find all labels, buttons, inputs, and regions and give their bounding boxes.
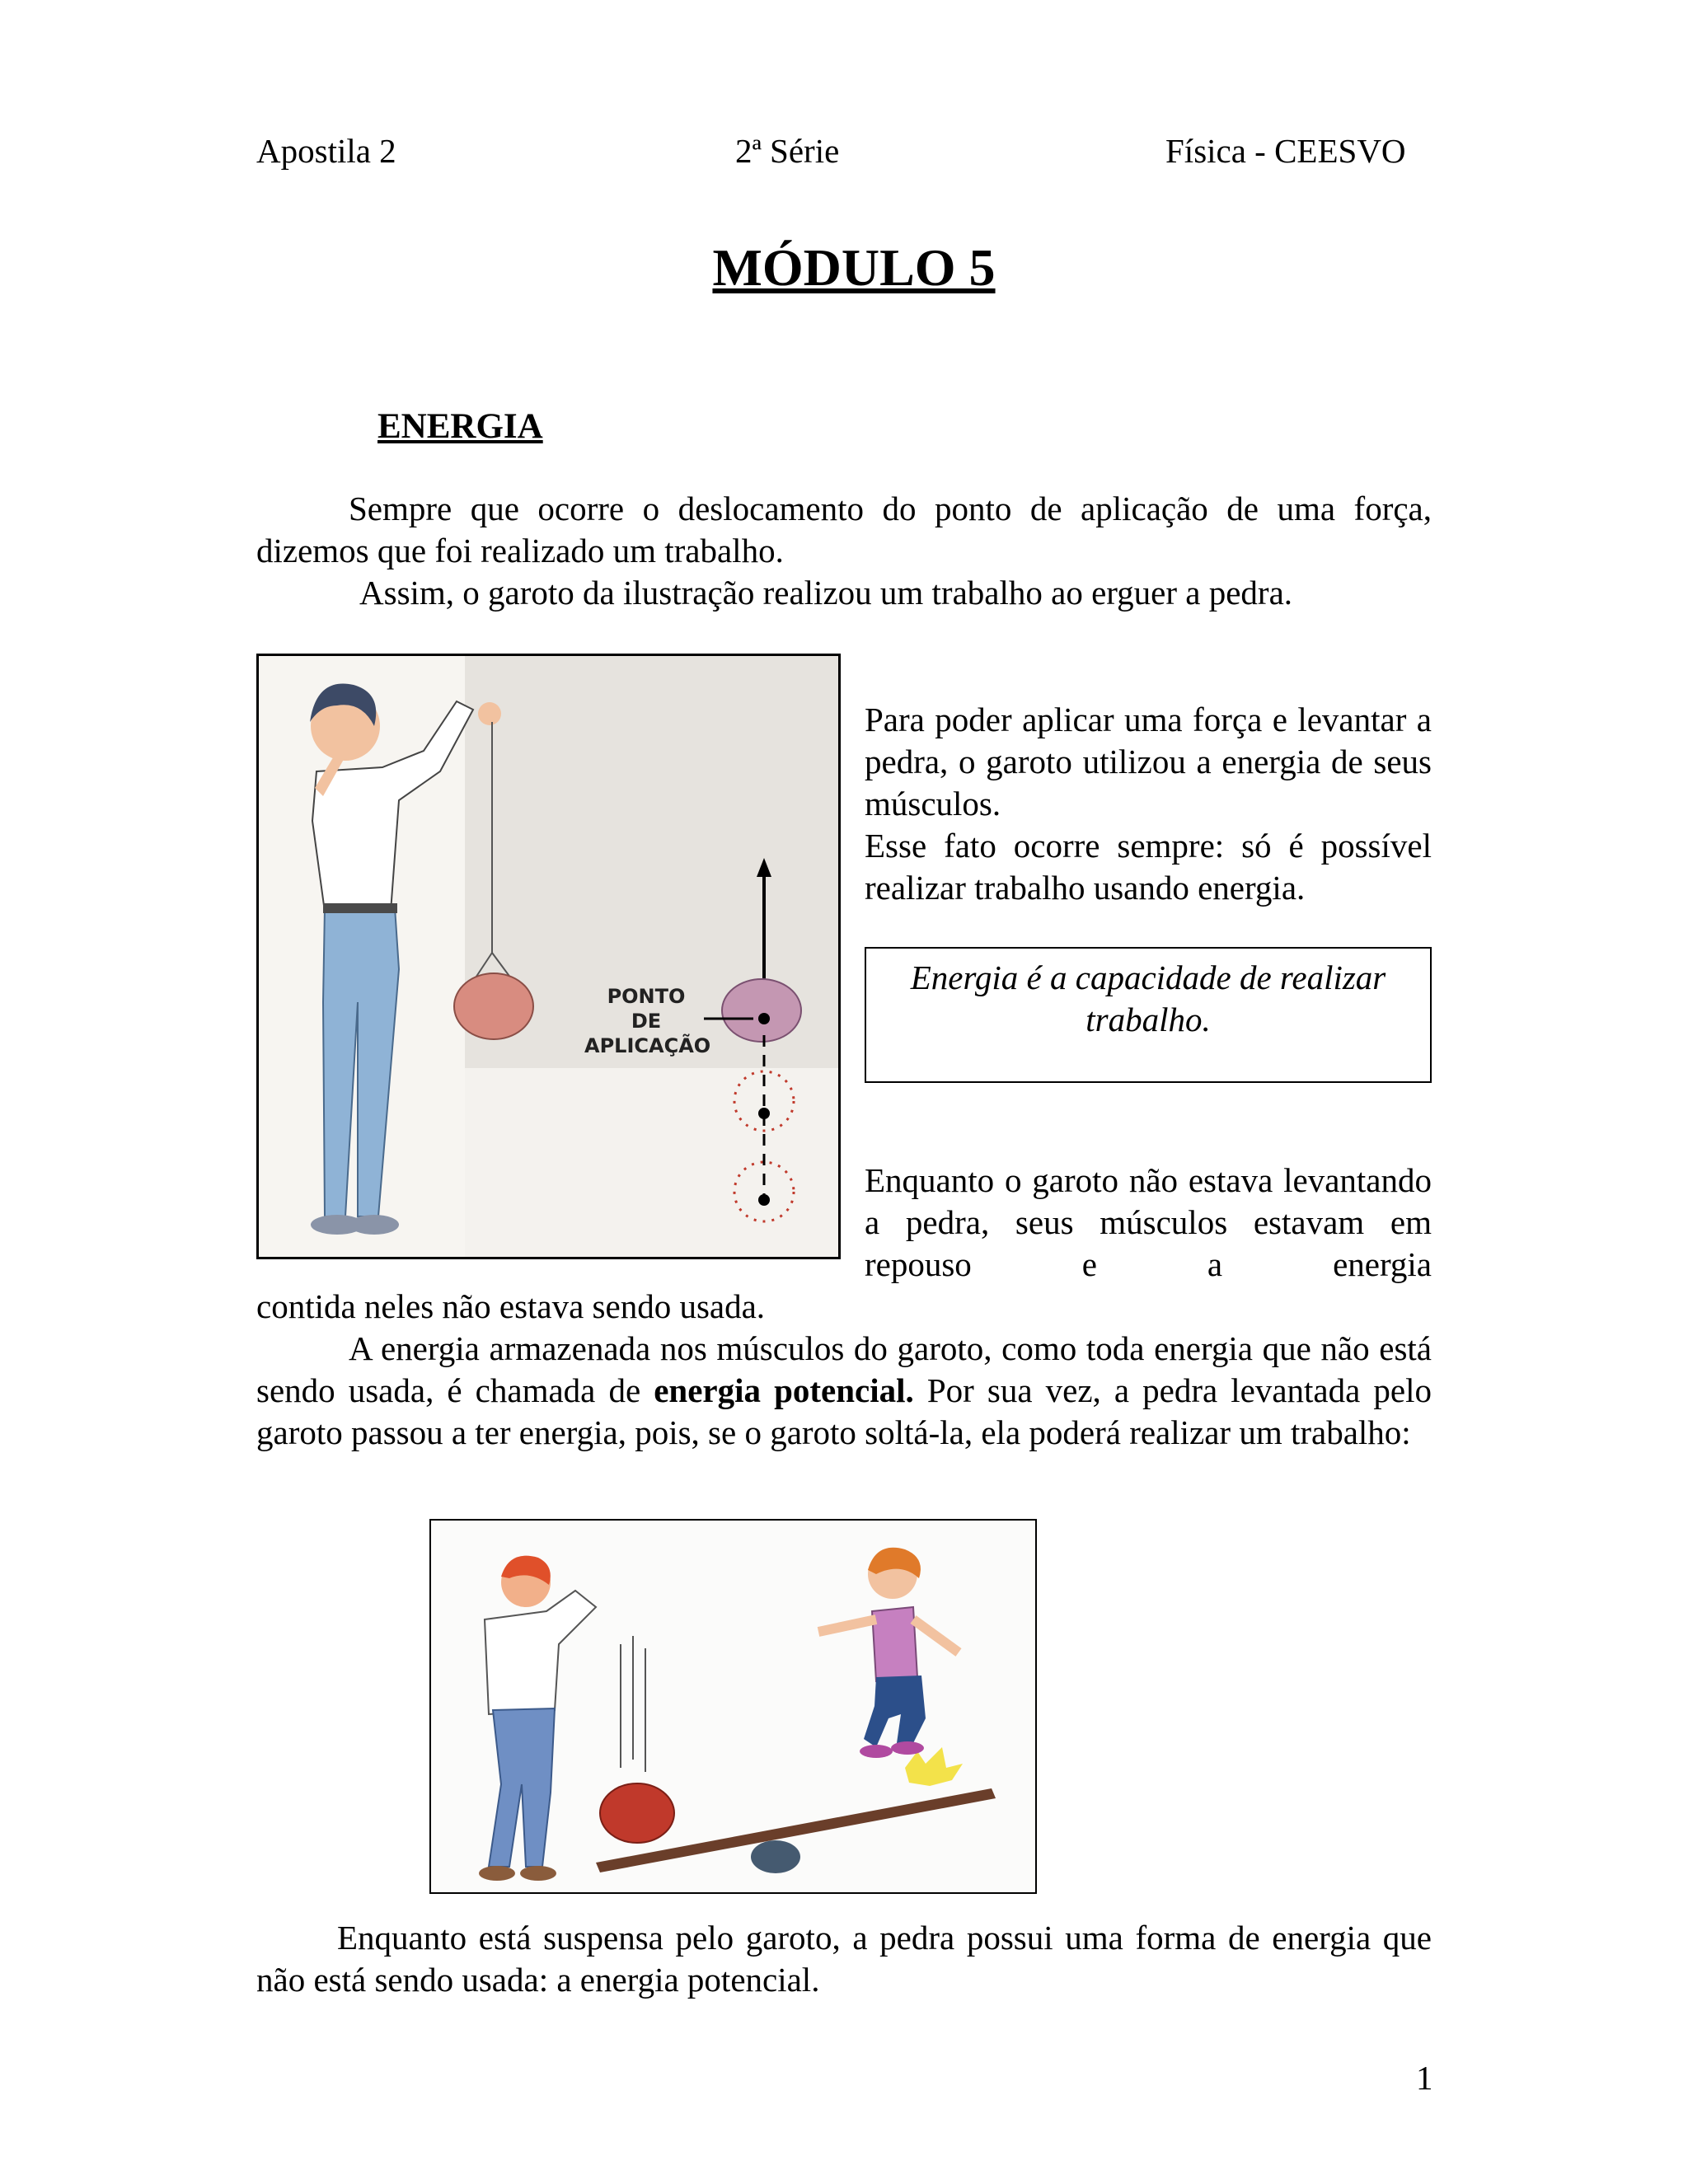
potential-text-before: A energia armazenada nos músculos do garoto, como toda energia que não está sendo usada, é chamada de [256,1329,1432,1409]
seesaw-illustration [431,1521,1035,1892]
section-heading: ENERGIA [377,407,543,446]
header-left: Apostila 2 [256,132,396,170]
potential-energy-paragraph [256,1328,1432,1454]
application-point-label [584,984,711,1058]
final-paragraph: Enquanto está suspensa pelo garoto, a pedra possui uma forma de energia que não está sendo usada: a energia potencial. [256,1919,1432,1999]
header-center: 2ª Série [735,132,840,170]
continuation-line: contida neles não estava sendo usada. [256,1287,766,1325]
header-right: Física - CEESVO [1165,132,1406,170]
page-title: MÓDULO 5 [712,238,996,297]
side-paragraph-1: Para poder aplicar uma força e levantar a pedra, o garoto utilizou a energia de seus músculos. [865,701,1432,823]
side-paragraph-3: Enquanto o garoto não estava levantando a pedra, seus músculos estavam em repouso e a energia [865,1161,1432,1283]
label-line-1: PONTO [607,985,686,1008]
intro-paragraph-1: Sempre que ocorre o deslocamento do ponto de aplicação de uma força, dizemos que foi realizado um trabalho. [256,490,1432,569]
potential-text-after: Por sua vez, a pedra levantada pelo garoto passou a ter energia, pois, se o garoto soltá-la, ela poderá realizar um trabalho: [256,1371,1432,1451]
boy-lifting-stone-illustration [259,656,838,1257]
figure-boy-lifting-stone [256,654,841,1259]
side-paragraph-2: Esse fato ocorre sempre: só é possível realizar trabalho usando energia. [865,827,1432,907]
label-line-2: DE [631,1010,662,1033]
definition-box: Energia é a capacidade de realizar trabalho. [865,947,1432,1083]
intro-paragraph-2: Assim, o garoto da ilustração realizou um trabalho ao erguer a pedra. [359,574,1293,612]
label-line-3: APLICAÇÃO [584,1034,711,1057]
potential-energy-term: energia potencial. [654,1371,914,1409]
figure-seesaw [429,1519,1037,1894]
page-number: 1 [1416,2059,1433,2097]
